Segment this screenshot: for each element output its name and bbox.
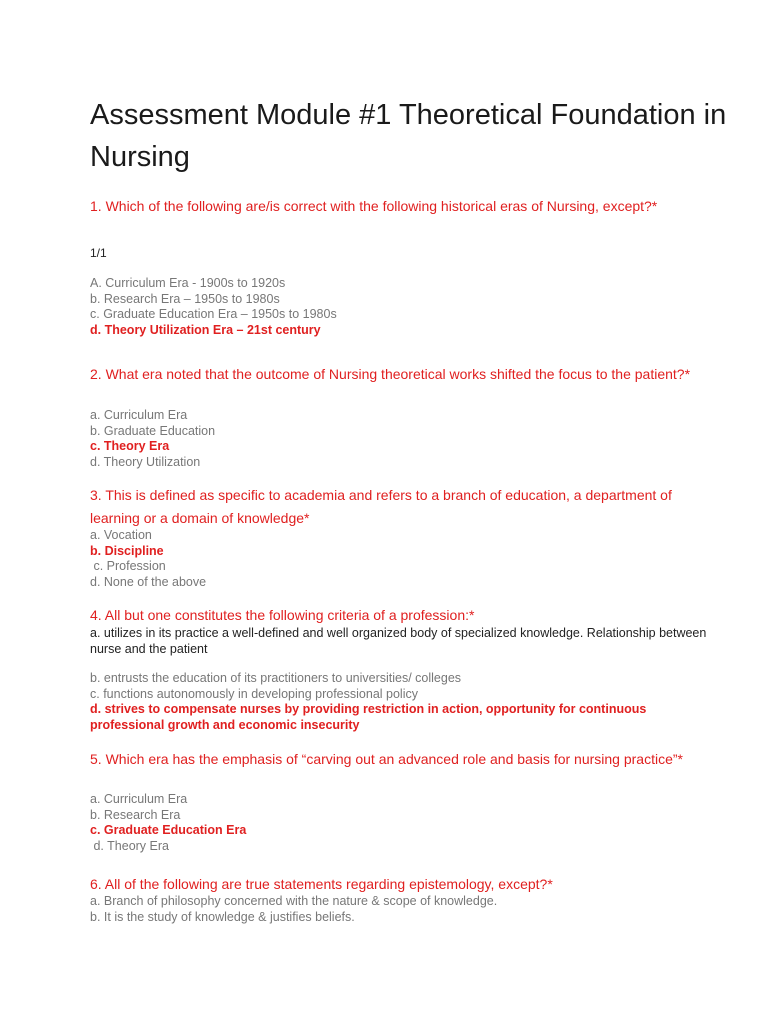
question-4-spacer bbox=[90, 657, 710, 671]
question-6-option-b: b. It is the study of knowledge & justifies beliefs. bbox=[90, 909, 355, 924]
question-4-option-b: b. entrusts the education of its practitioners to universities/ colleges bbox=[90, 671, 462, 685]
question-5-option-c-answer: c. Graduate Education Era bbox=[90, 823, 247, 837]
question-3-option-b-answer: b. Discipline bbox=[90, 543, 164, 558]
question-1-score: 1/1 bbox=[90, 246, 107, 260]
question-2-option-a: a. Curriculum Era bbox=[90, 408, 188, 422]
question-3-option-a: a. Vocation bbox=[90, 528, 152, 542]
question-6-option-a: a. Branch of philosophy concerned with the nature & scope of knowledge. bbox=[90, 894, 498, 908]
question-4-option-d-answer: d. strives to compensate nurses by providing restriction in action, opportunity for continuous professional growth and economic insecurity bbox=[90, 702, 650, 732]
question-4-options bbox=[90, 626, 710, 733]
question-2-option-c-answer: c. Theory Era bbox=[90, 439, 170, 453]
question-1-option-d-answer: d. Theory Utilization Era – 21st century bbox=[90, 322, 321, 337]
question-1-option-c: c. Graduate Education Era – 1950s to 1980s bbox=[90, 307, 337, 321]
question-3-options bbox=[90, 528, 710, 590]
question-1-options bbox=[90, 276, 710, 338]
question-4-text: 4. All but one constitutes the following criteria of a profession:* bbox=[90, 607, 475, 623]
question-5-option-d: d. Theory Era bbox=[90, 838, 169, 853]
question-3-text: 3. This is defined as specific to academia and refers to a branch of education, a department of learning or a domain of knowledge* bbox=[90, 487, 672, 526]
question-6-options bbox=[90, 894, 710, 925]
question-1-option-a: A. Curriculum Era - 1900s to 1920s bbox=[90, 276, 286, 290]
question-5-option-a: a. Curriculum Era bbox=[90, 792, 188, 806]
question-2-options bbox=[90, 408, 710, 470]
question-4-option-a: a. utilizes in its practice a well-defined and well organized body of specialized knowledge. Relationship between nurse and the patient bbox=[90, 626, 710, 656]
question-2-option-b: b. Graduate Education bbox=[90, 423, 216, 438]
question-3-option-c: c. Profession bbox=[90, 559, 166, 573]
question-5-options bbox=[90, 792, 710, 854]
question-6-text: 6. All of the following are true statements regarding epistemology, except?* bbox=[90, 876, 553, 892]
question-4-option-c: c. functions autonomously in developing professional policy bbox=[90, 686, 418, 701]
document-title: Assessment Module #1 Theoretical Foundation in Nursing bbox=[90, 99, 727, 173]
question-5-option-b: b. Research Era bbox=[90, 807, 181, 822]
question-1-text: 1. Which of the following are/is correct with the following historical eras of Nursing, except?* bbox=[90, 198, 658, 214]
question-2-text: 2. What era noted that the outcome of Nursing theoretical works shifted the focus to the patient?* bbox=[90, 366, 691, 382]
question-3-option-d: d. None of the above bbox=[90, 574, 207, 589]
question-5-text: 5. Which era has the emphasis of “carving out an advanced role and basis for nursing practice”* bbox=[90, 751, 683, 767]
question-1-option-b: b. Research Era – 1950s to 1980s bbox=[90, 291, 280, 306]
question-2-option-d: d. Theory Utilization bbox=[90, 454, 201, 469]
